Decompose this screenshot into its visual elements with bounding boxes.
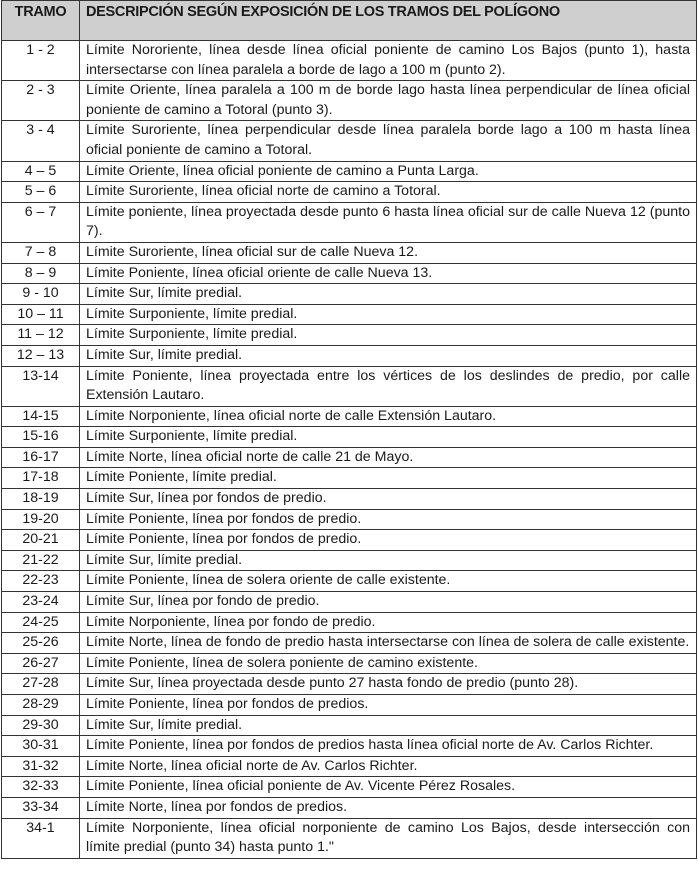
- table-row: [2, 263, 697, 284]
- descripcion-cell: Límite Sur, línea por fondo de predio.: [80, 592, 697, 613]
- tramo-cell: 8 – 9: [2, 263, 80, 284]
- table-row: [2, 489, 697, 510]
- descripcion-cell: Límite Sur, línea por fondos de predio.: [80, 489, 697, 510]
- tramo-cell: 29-30: [2, 715, 80, 736]
- tramo-cell: 21-22: [2, 550, 80, 571]
- table-row: [2, 530, 697, 551]
- descripcion-cell: Límite Norponiente, línea oficial norponiente de camino Los Bajos, desde intersección con límite predial (punto 34) hasta punto 1.": [80, 818, 697, 858]
- tramos-table: [1, 0, 697, 859]
- table-row: [2, 592, 697, 613]
- tramo-cell: 33-34: [2, 797, 80, 818]
- table-row: [2, 202, 697, 242]
- descripcion-cell: Límite Norte, línea por fondos de predios.: [80, 797, 697, 818]
- tramo-cell: 31-32: [2, 756, 80, 777]
- descripcion-cell: Límite Surponiente, límite predial.: [80, 325, 697, 346]
- descripcion-cell: Límite Poniente, línea por fondos de predio.: [80, 530, 697, 551]
- table-row: [2, 797, 697, 818]
- descripcion-cell: Límite Oriente, línea paralela a 100 m de borde lago hasta línea perpendicular de línea oficial poniente de camino a Totoral (punto 3).: [80, 81, 697, 121]
- table-row: [2, 653, 697, 674]
- tramo-cell: 22-23: [2, 571, 80, 592]
- descripcion-cell: Límite Poniente, línea oficial poniente de Av. Vicente Pérez Rosales.: [80, 777, 697, 798]
- table-row: [2, 715, 697, 736]
- descripcion-cell: Límite Norponiente, línea oficial norte de calle Extensión Lautaro.: [80, 406, 697, 427]
- tramo-cell: 4 – 5: [2, 161, 80, 182]
- table-row: [2, 345, 697, 366]
- descripcion-cell: Límite Poniente, línea oficial oriente de calle Nueva 13.: [80, 263, 697, 284]
- table-header: [2, 1, 697, 41]
- tramo-cell: 32-33: [2, 777, 80, 798]
- descripcion-cell: Límite Sur, línea proyectada desde punto 27 hasta fondo de predio (punto 28).: [80, 674, 697, 695]
- table-row: [2, 447, 697, 468]
- table-row: [2, 284, 697, 305]
- table-row: [2, 736, 697, 757]
- tramo-cell: 11 – 12: [2, 325, 80, 346]
- table-row: [2, 777, 697, 798]
- tramo-cell: 34-1: [2, 818, 80, 858]
- table-row: [2, 41, 697, 81]
- descripcion-cell: Límite Suroriente, línea perpendicular desde línea paralela borde lago a 100 m hasta línea oficial poniente de camino a Totoral.: [80, 121, 697, 161]
- descripcion-cell: Límite Suroriente, línea oficial sur de calle Nueva 12.: [80, 242, 697, 263]
- table-row: [2, 674, 697, 695]
- descripcion-cell: Límite Poniente, línea por fondos de predios hasta línea oficial norte de Av. Carlos Richter.: [80, 736, 697, 757]
- descripcion-cell: Límite Poniente, línea por fondos de predios.: [80, 695, 697, 716]
- descripcion-cell: Límite Sur, límite predial.: [80, 284, 697, 305]
- descripcion-cell: Límite Poniente, línea por fondos de predio.: [80, 509, 697, 530]
- descripcion-cell: Límite Poniente, línea de solera oriente de calle existente.: [80, 571, 697, 592]
- table-row: [2, 550, 697, 571]
- descripcion-cell: Límite Poniente, límite predial.: [80, 468, 697, 489]
- tramo-cell: 1 - 2: [2, 41, 80, 81]
- descripcion-cell: Límite Poniente, línea proyectada entre los vértices de los deslindes de predio, por calle Extensión Lautaro.: [80, 366, 697, 406]
- descripcion-cell: Límite Nororiente, línea desde línea oficial poniente de camino Los Bajos (punto 1), hasta intersectarse con línea paralela a borde de lago a 100 m (punto 2).: [80, 41, 697, 81]
- table-row: [2, 304, 697, 325]
- descripcion-cell: Límite Oriente, línea oficial poniente de camino a Punta Larga.: [80, 161, 697, 182]
- table-row: [2, 325, 697, 346]
- tramo-cell: 14-15: [2, 406, 80, 427]
- table-row: [2, 366, 697, 406]
- table-row: [2, 161, 697, 182]
- tramo-cell: 13-14: [2, 366, 80, 406]
- tramo-cell: 25-26: [2, 633, 80, 654]
- tramo-cell: 7 – 8: [2, 242, 80, 263]
- tramo-cell: 10 – 11: [2, 304, 80, 325]
- tramo-cell: 16-17: [2, 447, 80, 468]
- table-row: [2, 182, 697, 203]
- table-row: [2, 427, 697, 448]
- tramo-cell: 28-29: [2, 695, 80, 716]
- tramo-cell: 27-28: [2, 674, 80, 695]
- descripcion-cell: Límite Norponiente, línea por fondo de predio.: [80, 612, 697, 633]
- tramo-cell: 2 - 3: [2, 81, 80, 121]
- tramo-cell: 23-24: [2, 592, 80, 613]
- table-row: [2, 406, 697, 427]
- descripcion-cell: Límite poniente, línea proyectada desde punto 6 hasta línea oficial sur de calle Nueva 12 (punto 7).: [80, 202, 697, 242]
- table-row: [2, 509, 697, 530]
- table-row: [2, 468, 697, 489]
- tramo-cell: 17-18: [2, 468, 80, 489]
- tramo-cell: 12 – 13: [2, 345, 80, 366]
- descripcion-cell: Límite Sur, límite predial.: [80, 715, 697, 736]
- descripcion-cell: Límite Surponiente, límite predial.: [80, 304, 697, 325]
- table-row: [2, 756, 697, 777]
- table-row: [2, 612, 697, 633]
- descripcion-cell: Límite Sur, límite predial.: [80, 550, 697, 571]
- tramo-cell: 3 - 4: [2, 121, 80, 161]
- tramo-cell: 5 – 6: [2, 182, 80, 203]
- table-row: [2, 695, 697, 716]
- tramo-cell: 6 – 7: [2, 202, 80, 242]
- descripcion-cell: Límite Norte, línea oficial norte de Av. Carlos Richter.: [80, 756, 697, 777]
- tramo-cell: 30-31: [2, 736, 80, 757]
- table-row: [2, 571, 697, 592]
- descripcion-cell: Límite Poniente, línea de solera poniente de camino existente.: [80, 653, 697, 674]
- tramo-cell: 24-25: [2, 612, 80, 633]
- descripcion-cell: Límite Suroriente, línea oficial norte de camino a Totoral.: [80, 182, 697, 203]
- header-tramo: TRAMO: [2, 1, 80, 41]
- table-row: [2, 818, 697, 858]
- tramo-cell: 20-21: [2, 530, 80, 551]
- table-row: [2, 121, 697, 161]
- descripcion-cell: Límite Norte, línea de fondo de predio hasta intersectarse con línea de solera de calle existente.: [80, 633, 697, 654]
- descripcion-cell: Límite Surponiente, límite predial.: [80, 427, 697, 448]
- table-row: [2, 81, 697, 121]
- table-row: [2, 633, 697, 654]
- tramo-cell: 15-16: [2, 427, 80, 448]
- tramo-cell: 9 - 10: [2, 284, 80, 305]
- tramo-cell: 18-19: [2, 489, 80, 510]
- descripcion-cell: Límite Norte, línea oficial norte de calle 21 de Mayo.: [80, 447, 697, 468]
- table-row: [2, 242, 697, 263]
- header-descripcion: DESCRIPCIÓN SEGÚN EXPOSICIÓN DE LOS TRAMOS DEL POLÍGONO: [80, 1, 697, 41]
- tramo-cell: 19-20: [2, 509, 80, 530]
- tramo-cell: 26-27: [2, 653, 80, 674]
- descripcion-cell: Límite Sur, límite predial.: [80, 345, 697, 366]
